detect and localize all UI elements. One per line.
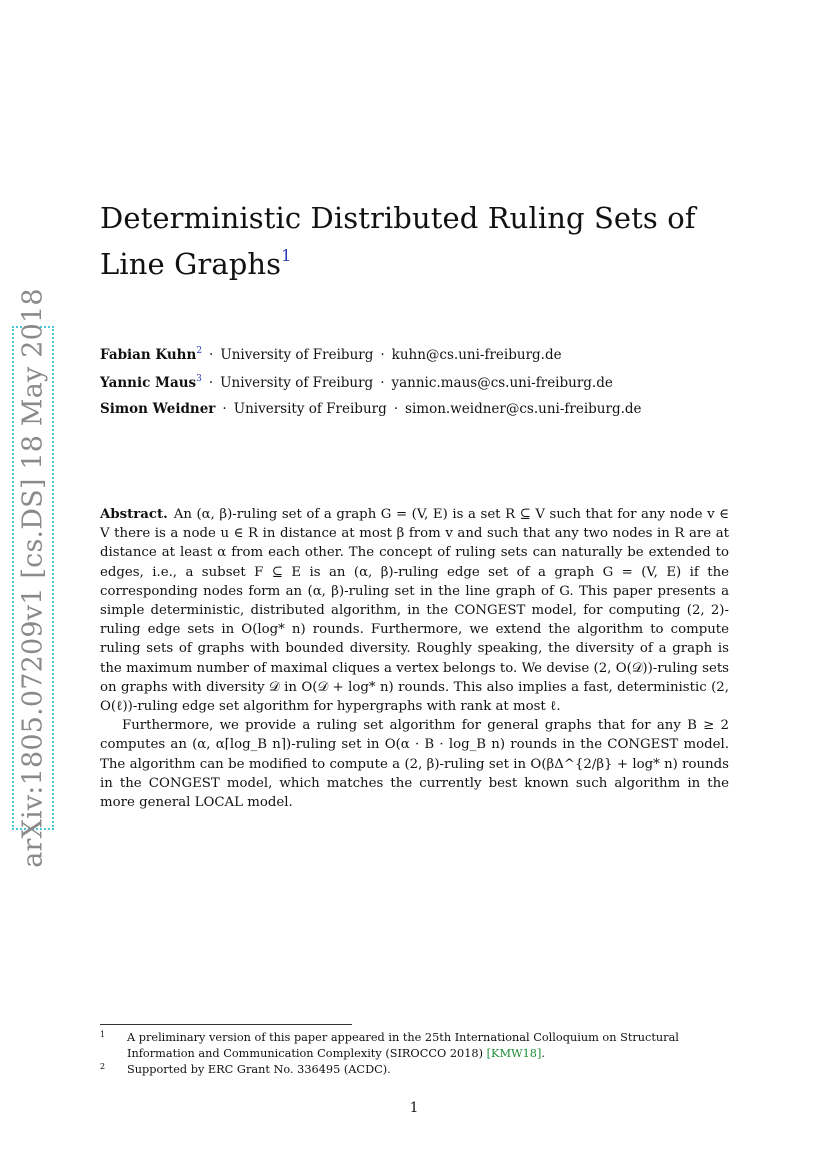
author-name: Yannic Maus$^3$: [100, 373, 202, 391]
title-line-1: Deterministic Distributed Ruling Sets of: [100, 201, 696, 235]
footnote-1: [100, 1030, 729, 1062]
author-row: [100, 374, 642, 402]
footnote-mark: 1: [100, 1030, 106, 1039]
author-list: [100, 346, 642, 429]
author-email[interactable]: kuhn@cs.uni-freiburg.de: [391, 347, 562, 363]
abstract: [100, 505, 729, 812]
title-line-2: Line Graphs: [100, 247, 282, 281]
author-row: [100, 346, 642, 374]
author-name: Simon Weidner: [100, 401, 216, 417]
separator: ·: [380, 347, 385, 363]
separator: ·: [222, 401, 227, 417]
separator: ·: [393, 401, 399, 417]
separator: ·: [208, 374, 214, 391]
footnote-text: Supported by ERC Grant No. 336495 (ACDC).: [127, 1063, 391, 1076]
citation-link[interactable]: [KMW18]: [486, 1047, 542, 1060]
author-name: Fabian Kuhn$^2$: [100, 346, 203, 363]
title-footnote-link[interactable]: 1: [281, 246, 292, 265]
author-footnote-link[interactable]: 2: [196, 346, 203, 356]
abstract-paragraph-2: Furthermore, we provide a ruling set algorithm for general graphs that for any B ≥ 2 computes an (α, α⌈log_B n⌉)-ruling set in O(α · B · log_B n) rounds in the CONGEST model. The algorithm can be modified to compute a (2, β)-ruling set in O(βΔ^{2/β} + log* n) rounds in the CONGEST model, which matches the currently best known such algorithm in the more general LOCAL model.: [100, 718, 729, 811]
abstract-text-1: An (α, β)-ruling set of a graph G = (V, E) is a set R ⊆ V such that for any node v ∈ V there is a node u ∈ R in distance at most β from v and such that any two nodes in R are at distance at least α from each other. The concept of ruling sets can naturally be extended to edges, i.e., a subset F ⊆ E is an (α, β)-ruling edge set of a graph G = (V, E) if the corresponding nodes form an (α, β)-ruling set in the line graph of G. This paper presents a simple deterministic, distributed algorithm, in the CONGEST model, for computing (2, 2)-ruling edge sets in O(log* n) rounds. Furthermore, we extend the algorithm to compute ruling sets of graphs with bounded diversity. Roughly speaking, the diversity of a graph is the maximum number of maximal cliques a vertex belongs to. We devise (2, O(𝒟))-ruling sets on graphs with diversity 𝒟 in O(𝒟 + log* n) rounds. This also implies a fast, deterministic (2, O(ℓ))-ruling edge set algorithm for hypergraphs with rank at most ℓ.: [100, 507, 729, 715]
separator: ·: [209, 347, 214, 363]
author-email[interactable]: simon.weidner@cs.uni-freiburg.de: [405, 401, 642, 417]
author-affiliation: University of Freiburg: [233, 401, 387, 417]
page-number: 1: [409, 1100, 419, 1116]
separator: ·: [380, 374, 385, 391]
author-email[interactable]: yannic.maus@cs.uni-freiburg.de: [391, 374, 613, 391]
footnote-2: [100, 1062, 729, 1078]
footnote-text: A preliminary version of this paper appeared in the 25th International Colloquium on Structural Information and Communication Complexity (SIROCCO 2018): [127, 1031, 679, 1060]
author-affiliation: University of Freiburg: [220, 374, 374, 391]
author-footnote-link[interactable]: 3: [196, 373, 202, 384]
abstract-paragraph-1: [100, 505, 729, 716]
footnotes: [100, 1030, 729, 1078]
author-row: [100, 401, 642, 429]
author-affiliation: University of Freiburg: [220, 347, 374, 363]
footnote-divider: [100, 1024, 352, 1025]
footnote-mark: 2: [100, 1062, 106, 1071]
paper-title: [100, 200, 720, 283]
footnote-tail: .: [541, 1047, 545, 1060]
abstract-heading: Abstract.: [100, 507, 168, 522]
arxiv-identifier: arXiv:1805.07209v1 [cs.DS] 18 May 2018: [17, 288, 49, 868]
